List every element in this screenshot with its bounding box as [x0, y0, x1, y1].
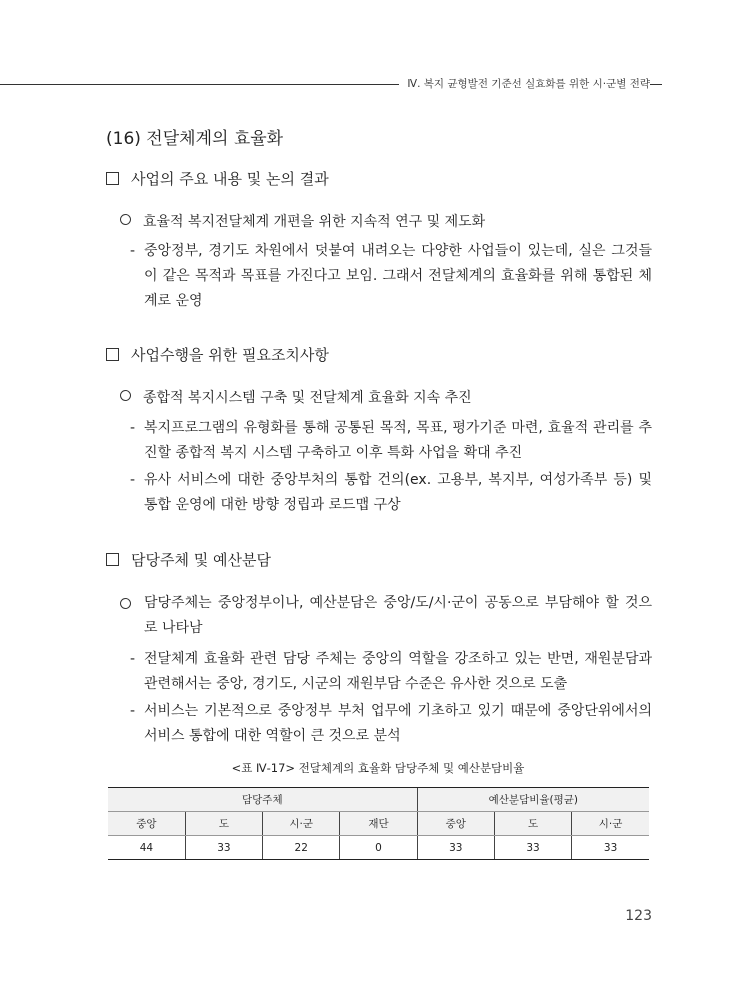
dash-bullet-icon: - [130, 703, 136, 719]
block-heading: 사업수행을 위한 필요조치사항 [106, 344, 329, 365]
table-column-header-row [108, 812, 649, 836]
budget-table [108, 787, 649, 860]
square-bullet-icon [106, 348, 119, 361]
circle-bullet-icon [120, 214, 131, 225]
dash-item: - 중앙정부, 경기도 차원에서 덧붙여 내려오는 다양한 사업들이 있는데, 실은 그것들이 같은 목적과 목표를 가진다고 보임. 그래서 전달체계의 효율화를 위해 통합된 체계로 운영 [130, 239, 652, 314]
circle-item: 효율적 복지전달체계 개편을 위한 지속적 연구 및 제도화 [120, 211, 485, 231]
square-bullet-icon [106, 172, 119, 185]
table-cell: 22 [263, 836, 340, 860]
square-bullet-icon [106, 553, 119, 566]
section-title: (16) 전달체계의 효율화 [106, 129, 284, 149]
dash-item: - 전달체계 효율화 관련 담당 주체는 중앙의 역할을 강조하고 있는 반면, 재원분담과 관련해서는 중앙, 경기도, 시군의 재원부담 수준은 유사한 것으로 도출 [130, 647, 652, 697]
circle-item: 담당주체는 중앙정부이나, 예산분담은 중앙/도/시·군이 공동으로 부담해야 할 것으로 나타남 [120, 591, 652, 641]
table-cell: 0 [340, 836, 417, 860]
table-cell: 33 [494, 836, 571, 860]
table-cell: 44 [108, 836, 185, 860]
dash-item: - 유사 서비스에 대한 중앙부처의 통합 건의(ex. 고용부, 복지부, 여성가족부 등) 및 통합 운영에 대한 방향 정립과 로드맵 구상 [130, 468, 652, 518]
table-column-header: 시·군 [572, 812, 649, 836]
dash-item: - 복지프로그램의 유형화를 통해 공통된 목적, 목표, 평가기준 마련, 효율적 관리를 추진할 종합적 복지 시스템 구축하고 이후 특화 사업을 확대 추진 [130, 416, 652, 466]
table-column-header: 중앙 [108, 812, 185, 836]
block-heading: 담당주체 및 예산분담 [106, 549, 271, 570]
table-cell: 33 [572, 836, 649, 860]
dash-item: - 서비스는 기본적으로 중앙정부 부처 업무에 기초하고 있기 때문에 중앙단위에서의 서비스 통합에 대한 역할이 큰 것으로 분석 [130, 699, 652, 749]
table-column-header: 시·군 [263, 812, 340, 836]
table-column-header: 도 [185, 812, 262, 836]
table-column-header: 재단 [340, 812, 417, 836]
table-row [108, 836, 649, 860]
table-cell: 33 [417, 836, 494, 860]
table-group-header: 예산분담비율(평균) [417, 788, 649, 812]
table-cell: 33 [185, 836, 262, 860]
dash-bullet-icon: - [130, 420, 136, 436]
table-column-header: 도 [494, 812, 571, 836]
circle-bullet-icon [120, 598, 131, 609]
page-number: 123 [625, 908, 652, 924]
circle-bullet-icon [120, 390, 131, 401]
dash-bullet-icon: - [130, 472, 136, 488]
table-caption: <표 Ⅳ-17> 전달체계의 효율화 담당주체 및 예산분담비율 [231, 761, 525, 775]
dash-bullet-icon: - [130, 243, 136, 259]
circle-item: 종합적 복지시스템 구축 및 전달체계 효율화 지속 추진 [120, 387, 472, 407]
dash-bullet-icon: - [130, 651, 136, 667]
block-heading: 사업의 주요 내용 및 논의 결과 [106, 168, 329, 189]
table-group-header-row [108, 788, 649, 812]
table-group-header: 담당주체 [108, 788, 417, 812]
table-column-header: 중앙 [417, 812, 494, 836]
running-header: Ⅳ. 복지 균형발전 기준선 실효화를 위한 시·군별 전략 [399, 76, 650, 91]
